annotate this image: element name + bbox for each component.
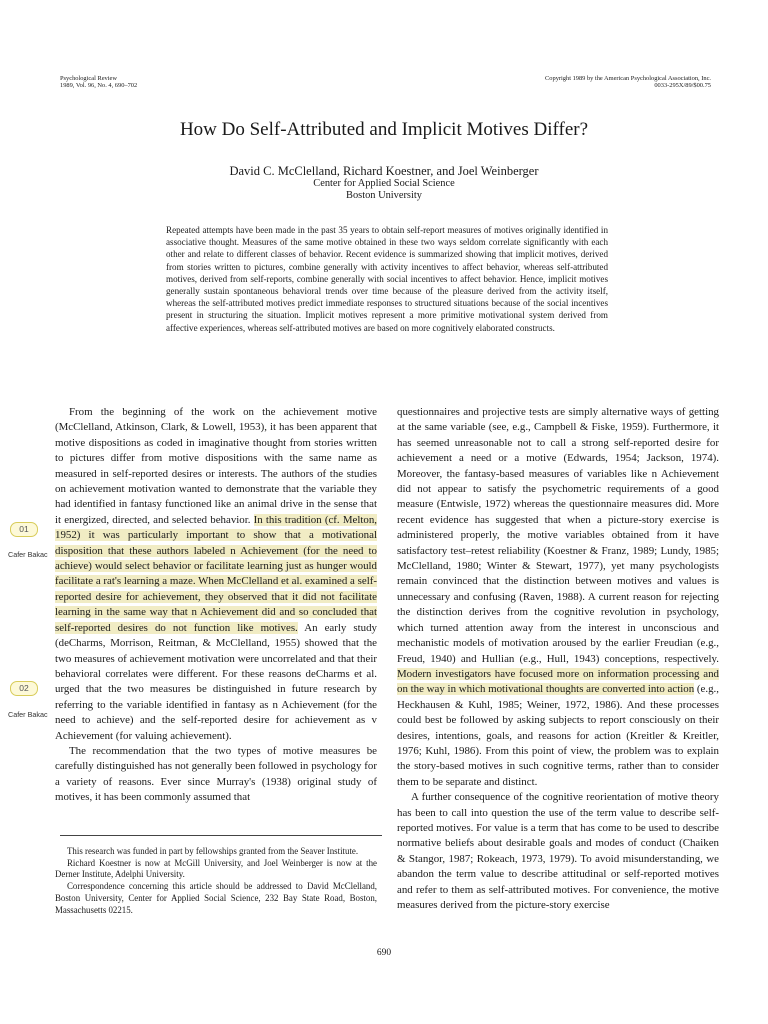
affiliation-center: Center for Applied Social Science [313,178,455,189]
annotation-marker-02[interactable]: 02 [10,681,38,696]
paragraph-text: questionnaires and projective tests are simply alternative ways of getting at the same variable (see, e.g., Campbell & Fiske, 1959). Furthermore, it has seemed unreasonable not to call a strong self-reported desire for achievement a need or a motive (Edwards, 1954; Jackson, 1974). Moreover, the fantasy-based measures of variables like n Achievement did not appear to satisfy the psychometric requirements of a good measure (Entwisle, 1972) whereas the questionnaire measures did. More recent evidence has suggested that when a picture-story exercise is administered properly, the motive variables obtained from it have satisfactory test–retest reliability (Koestner & Franz, 1989; Lundy, 1985; McClelland, 1980; Winter & Stewart, 1977), yet many psychologists remain convinced that the distinction between motives and values is unnecessary and confusing (Raven, 1988). A current reason for rejecting the distinction derives from the cognitive revolution in psychology, which turned attention away from the interest in unconscious and mechanistic models of motivation aroused by the earlier Freudian (e.g., Freud, 1940) and Hullian (e.g., Hull, 1943) conceptions, respectively. [397,406,719,665]
copyright-line: Copyright 1989 by the American Psychological Association, Inc. [545,75,711,82]
paragraph-text: From the beginning of the work on the achievement motive (McClelland, Atkinson, Clark, & Lowell, 1953), it has been apparent that motive dispositions as coded in imaginative thought from stories written to pictures differ from motive dispositions with the same name as measured in self-reported desires or interests. The authors of the studies on achievement motivation wanted to demonstrate that the variable they had identified in fantasy functioned like an animal drive in the sense that it energized, directed, and selected behavior. [55,406,377,526]
footnote-correspondence: Correspondence concerning this article should be addressed to David McClelland, Boston University, Center for Applied Social Science, 232 Bay State Road, Boston, Massachusetts 02215. [55,881,377,915]
annotation-author: Cafer Bakac [8,550,48,559]
affiliation-university: Boston University [346,189,422,201]
body-column-right [397,405,719,913]
abstract: Repeated attempts have been made in the past 35 years to obtain self-report measures of motives originally identified in associative thought. Measures of the same motive obtained in these two ways seldom correlate significantly with each other and relate to different classes of behavior. Recent evidence is summarized showing that implicit motives, derived from stories written to pictures, combine generally with activity incentives to affect behavior, whereas self-attributed motives, derived from self-reports, combine generally with social incentives to affect behavior. Hence, implicit motives generally sustain spontaneous behavioral trends over time because of the pleasure derived from the activity itself, whereas the self-attributed motives predict immediate responses to structured situations because of the social incentives present in structuring the situation. Implicit motives represent a more primitive motivational system derived from affective experiences, whereas self-attributed motives are based on more cognitively elaborated constructs. [166,225,608,333]
paragraph-text: An early study (deCharms, Morrison, Reitman, & McClelland, 1955) showed that the two measures of achievement motivation were uncorrelated and that their behavioral correlates were different. For these reasons deCharms et al. urged that the two measures be distinguished in future research by referring to the variable identified in fantasy as n Achievement (for the need to achieve) and the self-reported desire for achievement as v Achievement (for valuing achievement). [55,621,377,742]
highlighted-text-02[interactable]: Modern investigators have focused more on information processing and on the way in which motivational thoughts are converted into action [397,667,719,696]
paragraph [55,405,377,744]
footnote-affiliations: Richard Koestner is now at McGill University, and Joel Weinberger is now at the Derner Institute, Adelphi University. [55,857,377,880]
journal-name: Psychological Review [60,75,117,82]
paragraph: The recommendation that the two types of motive measures be carefully distinguished has not generally been followed in psychology for a variety of reasons. Ever since Murray's (1938) original study of motives, it has been commonly assumed that [55,744,377,804]
paper-title: How Do Self-Attributed and Implicit Motives Differ? [179,119,589,140]
issn-line: 0033-295X/89/$00.75 [654,82,711,90]
author-list: David C. McClelland, Richard Koestner, and Joel Weinberger [229,164,539,178]
footnotes [55,846,377,916]
journal-citation [60,75,137,90]
paragraph: A further consequence of the cognitive reorientation of motive theory has been to call into question the use of the term value to describe self-reported motives. For value is a term that has come to be used to describe normative beliefs about desirable goals and modes of conduct (Chaiken & Stangor, 1987; Rokeach, 1973, 1979). To avoid misunderstanding, we abandon the term value to describe attitudinal or self-reported motives and refer to them as self-attributed motives. For convenience, the motive measures derived from the picture-story exercise [397,791,719,911]
paragraph [397,405,719,790]
body-column-left [55,405,377,806]
paragraph-text: (e.g., Heckhausen & Kuhl, 1985; Weiner, 1972, 1986). And these processes could best be followed by asking subjects to report consciously on their desires, intentions, goals, and reasons for action (Kreitler & Kreitler, 1976; Kuhl, 1986). From this point of view, the problem was to explain the story-based motives in such cognitive terms, rather than to consider them to be separate and distinct. [397,683,719,788]
annotation-marker-01[interactable]: 01 [10,522,38,537]
highlighted-text-01[interactable]: In this tradition (cf. Melton, 1952) it was particularly important to show that a motivational disposition that these authors labeled n Achievement (for the need to achieve) would select behavior or facilitate learning just as hunger would facilitate a rat's learning a maze. When McClelland et al. examined a self-reported desire for achievement, they observed that it did not facilitate learning in the same way that n Achievement did and so concluded that self-reported desires do not function like motives. [55,513,377,634]
footnote-divider [60,835,382,836]
page-number: 690 [376,948,392,958]
copyright-notice [545,75,711,90]
footnote-funding: This research was funded in part by fellowships granted from the Seaver Institute. [67,846,359,856]
journal-volume: 1989, Vol. 96, No. 4, 690–702 [60,82,138,90]
affiliation [0,178,768,202]
annotation-author: Cafer Bakac [8,710,48,719]
